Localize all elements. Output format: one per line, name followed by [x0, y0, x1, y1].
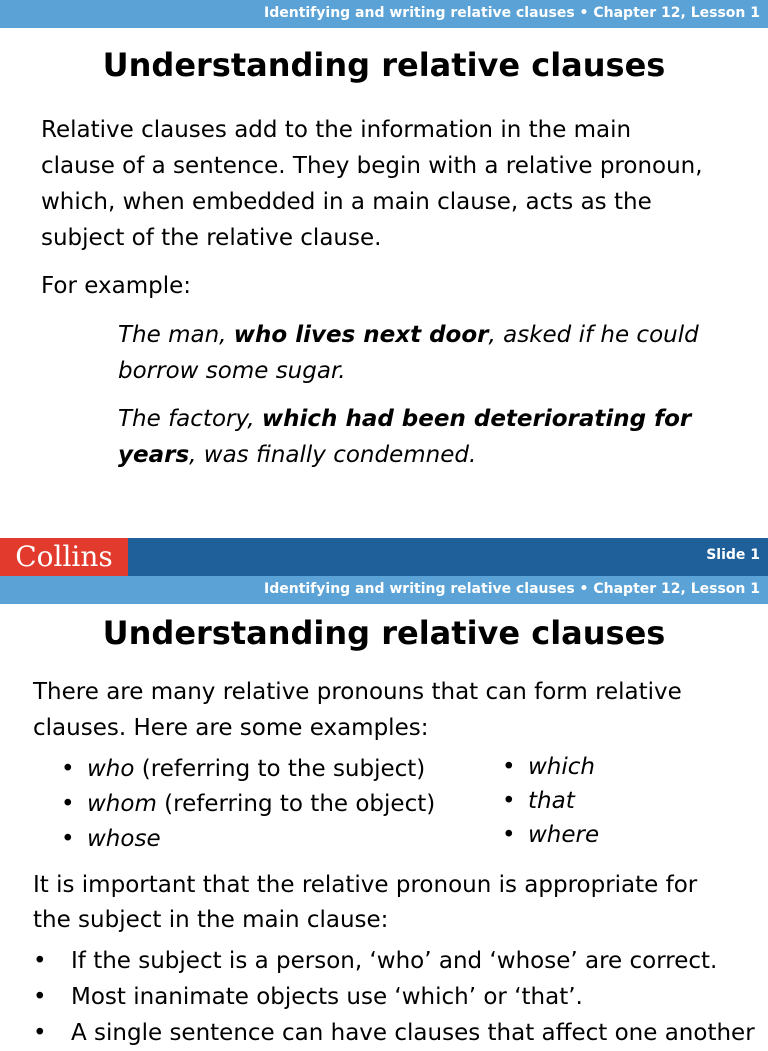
slide1-example-2 — [118, 401, 691, 473]
pronoun-word: whom — [87, 791, 157, 817]
list-item — [502, 818, 599, 852]
list-item — [61, 752, 435, 787]
example-2-post: , was finally condemned. — [189, 442, 477, 468]
example-1-line-2: borrow some sugar. — [118, 358, 346, 384]
slide1-intro-line: subject of the relative clause. — [41, 225, 382, 251]
collins-logo: Collins — [0, 538, 128, 576]
slide-footer — [0, 538, 768, 576]
bullet-icon: • — [33, 984, 47, 1010]
bullet-icon: • — [502, 788, 516, 814]
slide1-intro-line: clause of a sentence. They begin with a relative pronoun, — [41, 153, 703, 179]
slide2-intro-line: clauses. Here are some examples: — [33, 715, 429, 741]
bullet-icon: • — [502, 822, 516, 848]
example-2-line-2 — [118, 437, 691, 473]
example-2-pre: The factory, — [118, 406, 262, 432]
slide2-header-text: Identifying and writing relative clauses • Chapter 12, Lesson 1 — [264, 581, 760, 597]
slide1-intro-line: which, when embedded in a main clause, acts as the — [41, 189, 652, 215]
pronoun-list-left — [61, 752, 435, 857]
slide1-title: Understanding relative clauses — [102, 46, 666, 84]
slide1-for-example: For example: — [41, 273, 191, 299]
list-item — [61, 822, 435, 857]
list-item — [502, 784, 599, 818]
bullet-icon: • — [33, 1020, 47, 1046]
slide2-important-line: It is important that the relative pronoun is appropriate for — [33, 872, 698, 898]
list-item — [33, 979, 755, 1015]
list-item — [33, 1015, 755, 1051]
example-1-clause: who lives next door — [233, 322, 489, 348]
list-item — [502, 750, 599, 784]
slide2-title: Understanding relative clauses — [102, 614, 666, 652]
pronoun-note: (referring to the subject) — [134, 756, 426, 782]
slide1-header-text: Identifying and writing relative clauses • Chapter 12, Lesson 1 — [264, 5, 760, 21]
bullet-icon: • — [61, 756, 75, 782]
example-1-line-1 — [118, 317, 699, 353]
pronoun-list-right — [502, 750, 599, 852]
pronoun-word: where — [528, 822, 600, 848]
rule-text: Most inanimate objects use ‘which’ or ‘that’. — [71, 984, 583, 1010]
bullet-icon: • — [61, 791, 75, 817]
example-2-clause-end: years — [118, 442, 190, 468]
slide-number: Slide 1 — [706, 547, 760, 563]
list-item — [61, 787, 435, 822]
rule-text: If the subject is a person, ‘who’ and ‘whose’ are correct. — [71, 948, 718, 974]
example-1-post: , asked if he could — [488, 322, 699, 348]
slide1-example-1 — [118, 317, 699, 389]
list-item — [33, 943, 755, 979]
pronoun-word: which — [528, 754, 596, 780]
slide2-important — [33, 868, 697, 938]
slide2-intro — [33, 674, 682, 746]
example-2-line-1 — [118, 401, 691, 437]
pronoun-word: that — [528, 788, 575, 814]
bullet-icon: • — [61, 826, 75, 852]
bullet-icon: • — [502, 754, 516, 780]
bullet-icon: • — [33, 948, 47, 974]
pronoun-note: (referring to the object) — [156, 791, 436, 817]
slide1-intro — [41, 112, 703, 256]
slide2-important-line: the subject in the main clause: — [33, 907, 389, 933]
slide1-header-band — [0, 0, 768, 28]
example-1-pre: The man, — [118, 322, 234, 348]
example-2-clause: which had been deteriorating for — [261, 406, 692, 432]
slide2-intro-line: There are many relative pronouns that can form relative — [33, 679, 682, 705]
slide1-intro-line: Relative clauses add to the information in the main — [41, 117, 632, 143]
slide2-header-band — [0, 576, 768, 604]
pronoun-word: who — [87, 756, 135, 782]
rule-text: A single sentence can have clauses that affect one another — [71, 1020, 755, 1046]
rules-list — [33, 943, 755, 1051]
pronoun-word: whose — [87, 826, 161, 852]
